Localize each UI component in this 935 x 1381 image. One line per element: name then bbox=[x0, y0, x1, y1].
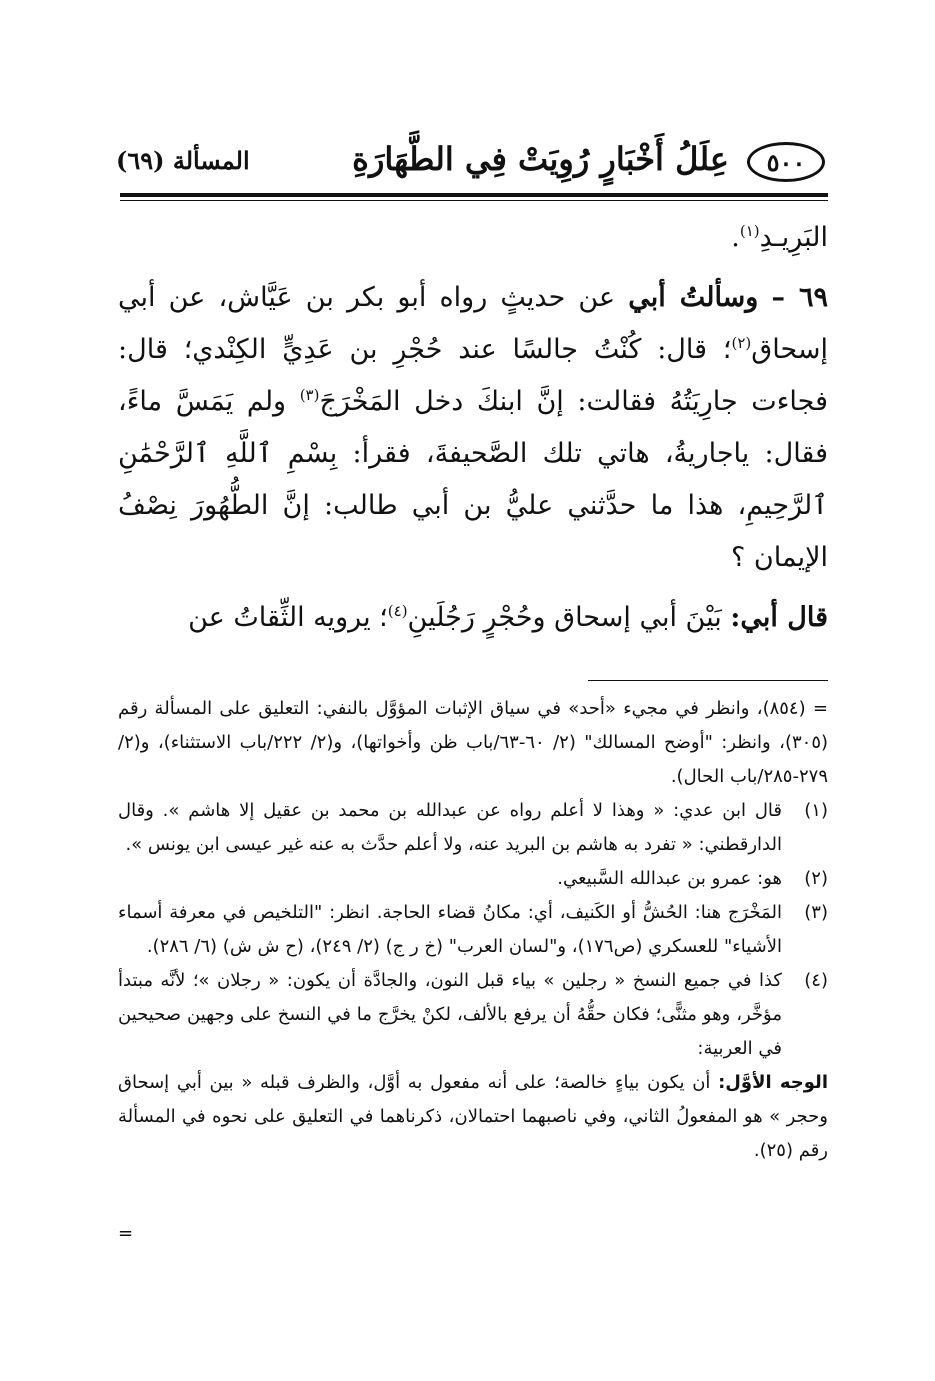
continuation-mark: = bbox=[118, 1223, 134, 1244]
footnote-number: (٤) bbox=[804, 970, 828, 991]
question-text-c: ولم يَمَسَّ ماءً، فقال: ياجاريةُ، هاتي تلك الصَّحيفةَ، فقرأ: بِسْمِ ٱللَّهِ ٱلرَّحْمَٰنِ ٱلرَّحِيمِ، هذا ما حدَّثني عليُّ بن أبي طالب: إنَّ الطُّهُورَ نِصْفُ الإيمان ؟ bbox=[118, 386, 828, 573]
question-number: ٦٩ – bbox=[771, 282, 828, 313]
question-text-b: ؛ قال: كُنْتُ جالسًا عند حُجْرِ بن عَدِيٍّ الكِنْدي؛ قال: فجاءت جارِيَتُهُ فقالت: إنَّ ابنكَ دخل المَخْرَجَ bbox=[118, 334, 828, 417]
header-rule-thin bbox=[120, 200, 828, 201]
previous-line-end: . bbox=[731, 222, 740, 253]
footnote-text: المَخْرَج هنا: الحُشُّ أو الكَنيف، أي: مكانُ قضاء الحاجة. انظر: "التلخيص في معرفة أسماء الأشياء" للعسكري (ص١٧٦)، و"لسان العرب" (خ ر ج) (٢/ ٢٤٩)، (ح ش ش) (٦/ ٢٨٦). bbox=[118, 902, 782, 957]
footnote-item bbox=[118, 964, 828, 1066]
paragraph-question bbox=[118, 272, 828, 584]
footnote-text: كذا في جميع النسخ « رجلين » بياء قبل النون، والجادَّة أن يكون: « رجلان »؛ لأنَّه مبتدأ مؤخَّر، وهو مثنًّى؛ فكان حقُّهُ أن يرفع بالألف، لكنْ يخرَّج ما في النسخ على وجهين صحيحين في العربية: bbox=[118, 970, 782, 1059]
footnote-separator bbox=[588, 680, 828, 681]
footnote-ref-2: (٢) bbox=[731, 334, 752, 352]
footnote-ref-3: (٣) bbox=[299, 386, 320, 404]
footnote-number: (٣) bbox=[804, 902, 828, 923]
header-rule-thick bbox=[120, 193, 828, 197]
footnote-wajh bbox=[118, 1066, 828, 1168]
question-text-a: عن حديثٍ رواه أبو بكر بن عَيَّاش، عن أبي إسحاق bbox=[118, 282, 828, 365]
running-title: عِلَلُ أَخْبَارٍ رُوِيَتْ فِي الطَّهَارَةِ bbox=[352, 140, 729, 178]
footnote-ref-4: (٤) bbox=[387, 602, 408, 620]
footnote-number: (١) bbox=[804, 800, 828, 821]
footnote-item bbox=[118, 794, 828, 862]
footnote-ref-1: (١) bbox=[739, 222, 760, 240]
footnotes bbox=[118, 692, 828, 1168]
paragraph-answer bbox=[118, 592, 828, 644]
previous-line bbox=[118, 212, 828, 264]
wajh-label: الوجه الأوَّل: bbox=[718, 1072, 828, 1093]
answer-text-b: ؛ يرويه الثِّقاتُ عن bbox=[188, 602, 388, 633]
wajh-text: أن يكون بياءٍ خالصة؛ على أنه مفعول به أوَّل، والظرف قبله « بين أبي إسحاق وحجر » هو المفعولُ الثاني، وفي ناصبهما احتمالان، ذكرناهما في التعليق على نحوه في المسألة رقم (٢٥). bbox=[118, 1072, 828, 1161]
page-number-badge: ٥٠٠ bbox=[747, 142, 825, 182]
main-text bbox=[118, 212, 828, 644]
footnote-continuation: = (٨٥٤)، وانظر في مجيء «أحد» في سياق الإثبات المؤوَّل بالنفي: التعليق على المسألة رقم (٣٠٥)، وانظر: "أوضح المسالك" (٢/ ٦٠-٦٣/باب ظن وأخواتها)، و(٢/ ٢٢٢/باب الاستثناء)، و(٢/ ٢٧٩-٢٨٥/باب الحال). bbox=[118, 698, 829, 787]
footnote-text: هو: عمرو بن عبدالله السَّبيعي. bbox=[557, 868, 782, 889]
answer-text-a: بَيْنَ أبي إسحاق وحُجْرٍ رَجُلَينِ bbox=[407, 602, 731, 633]
footnote-text: قال ابن عدي: « وهذا لا أعلم رواه عن عبدالله بن محمد بن عقيل إلا هاشم ». وقال الدارقطني: « تفرد به هاشم بن البريد عنه، ولا أعلم حدَّث به عنه غير عيسى ابن يونس ». bbox=[118, 800, 782, 855]
footnote-item bbox=[118, 862, 828, 896]
previous-line-word: البَرِيـدِ bbox=[759, 222, 828, 253]
page-header bbox=[110, 140, 825, 190]
answer-lead: قال أبي: bbox=[730, 602, 828, 633]
issue-label: المسألة (٦٩) bbox=[116, 146, 250, 175]
footnote-number: (٢) bbox=[804, 868, 828, 889]
question-lead: وسألتُ أبي bbox=[628, 282, 759, 313]
footnote-item bbox=[118, 896, 828, 964]
